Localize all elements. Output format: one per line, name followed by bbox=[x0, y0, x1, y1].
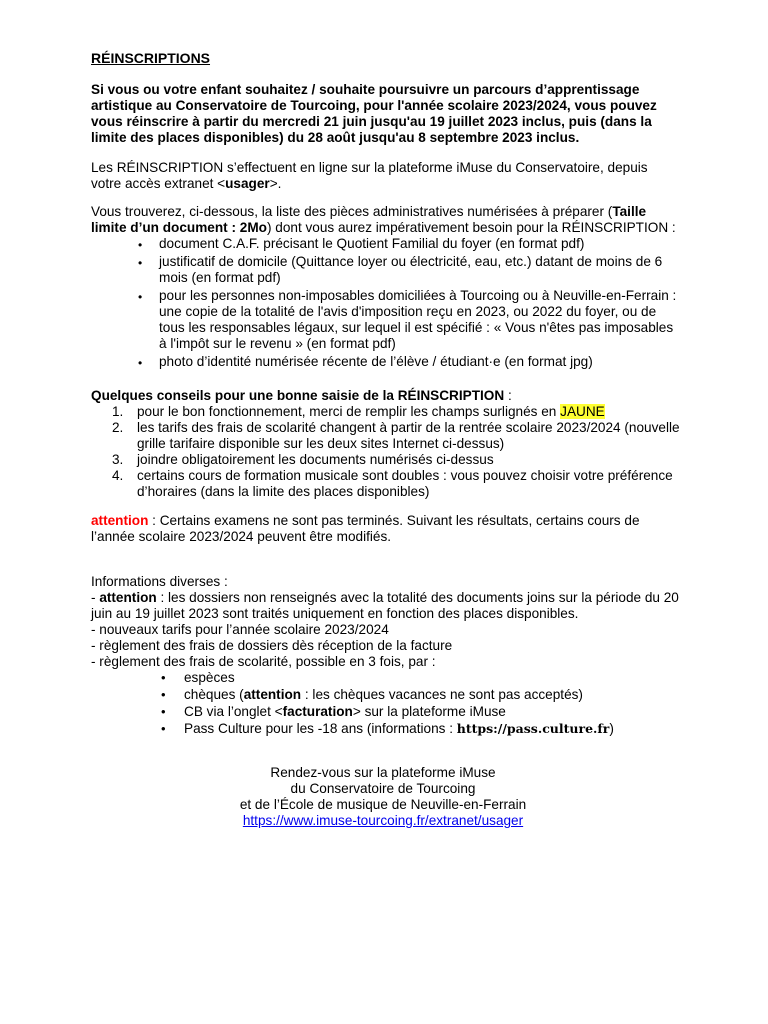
info-line: - règlement des frais de dossiers dès réception de la facture bbox=[91, 638, 453, 653]
documents-text-after: ) dont vous aurez impérativement besoin pour la RÉINSCRIPTION : bbox=[266, 220, 676, 235]
footer-line: et de l’École de musique de Neuville-en-Ferrain bbox=[239, 797, 527, 812]
item-number: 4. bbox=[112, 468, 124, 483]
usager-bold: usager bbox=[225, 176, 270, 191]
documents-section bbox=[91, 204, 681, 370]
tips-heading-suffix: : bbox=[504, 388, 512, 403]
attention-bold: attention bbox=[99, 590, 157, 605]
footer-section bbox=[91, 765, 675, 829]
info-line bbox=[91, 590, 681, 622]
page-title: RÉINSCRIPTIONS bbox=[91, 50, 211, 66]
pass-culture-url: https://pass.culture.fr bbox=[456, 721, 610, 736]
tip-text: pour le bon fonctionnement, merci de remplir les champs surlignés en bbox=[137, 404, 561, 419]
list-item: • photo d’identité numérisée récente de l’élève / étudiant·e (en format jpg) bbox=[91, 354, 681, 370]
footer-line: du Conservatoire de Tourcoing bbox=[290, 781, 476, 796]
tips-heading-text: Quelques conseils pour une bonne saisie de la RÉINSCRIPTION bbox=[91, 388, 505, 403]
documents-list bbox=[91, 236, 681, 370]
pay-text: : les chèques vacances ne sont pas acceptés) bbox=[301, 687, 583, 702]
list-item bbox=[91, 687, 681, 703]
tips-section bbox=[91, 388, 681, 500]
list-item bbox=[91, 420, 681, 452]
footer-line: Rendez-vous sur la plateforme iMuse bbox=[270, 765, 496, 780]
attention-paragraph bbox=[91, 513, 681, 545]
tips-heading bbox=[91, 388, 681, 404]
attention-label: attention bbox=[91, 513, 149, 528]
info-line-prefix: - bbox=[91, 590, 100, 605]
list-item: • pour les personnes non-imposables domiciliées à Tourcoing ou à Neuville-en-Ferrain : une copie de la totalité de l'avis d'imposition reçu en 2023, ou 2022 du foyer, ou de tous les responsables légaux, sur lequel il est spécifié : « Vous n'êtes pas imposables à l'impôt sur le revenu » (en format pdf) bbox=[91, 288, 681, 352]
list-item bbox=[91, 452, 681, 468]
tip-text: les tarifs des frais de scolarité changent à partir de la rentrée scolaire 2023/2024 (nouvelle grille tarifaire disponible sur les deux sites Internet ci-dessus) bbox=[137, 420, 680, 451]
pay-text: CB via l’onglet < bbox=[184, 704, 283, 719]
facturation-bold: facturation bbox=[282, 704, 353, 719]
list-item: • document C.A.F. précisant le Quotient Familial du foyer (en format pdf) bbox=[91, 236, 681, 252]
info-section bbox=[91, 574, 681, 737]
payment-list bbox=[91, 670, 681, 737]
pay-text: chèques ( bbox=[184, 687, 244, 702]
imuse-link[interactable]: https://www.imuse-tourcoing.fr/extranet/usager bbox=[242, 813, 524, 828]
size-limit-bold: Taille limite d’un document : 2Mo bbox=[91, 204, 647, 235]
yellow-highlight: JAUNE bbox=[560, 404, 605, 419]
info-heading: Informations diverses : bbox=[91, 574, 228, 589]
tip-text: joindre obligatoirement les documents numérisés ci-dessus bbox=[137, 452, 494, 467]
online-text-before: Les RÉINSCRIPTION s’effectuent en ligne sur la plateforme iMuse du Conservatoire, depuis votre accès extranet < bbox=[91, 160, 648, 191]
attention-text: : Certains examens ne sont pas terminés. Suivant les résultats, certains cours de l’année scolaire 2023/2024 peuvent être modifiés. bbox=[91, 513, 640, 544]
online-text-after: >. bbox=[269, 176, 282, 191]
attention-bold: attention bbox=[243, 687, 302, 702]
list-item bbox=[91, 468, 681, 500]
item-number: 3. bbox=[112, 452, 124, 467]
list-item bbox=[91, 721, 681, 737]
info-line: - nouveaux tarifs pour l’année scolaire 2023/2024 bbox=[91, 622, 389, 637]
online-registration-paragraph bbox=[91, 160, 681, 192]
pay-text: Pass Culture pour les -18 ans (informations : bbox=[184, 721, 457, 736]
documents-text-before: Vous trouverez, ci-dessous, la liste des pièces administratives numérisées à préparer ( bbox=[91, 204, 613, 219]
list-item bbox=[91, 704, 681, 720]
item-number: 2. bbox=[112, 420, 124, 435]
documents-paragraph bbox=[91, 204, 681, 236]
tips-list bbox=[91, 404, 681, 500]
pay-text: ) bbox=[609, 721, 614, 736]
intro-paragraph: Si vous ou votre enfant souhaitez / souhaite poursuivre un parcours d’apprentissage artistique au Conservatoire de Tourcoing, pour l'année scolaire 2023/2024, vous pouvez vous réinscrire à partir du mercredi 21 juin jusqu'au 19 juillet 2023 inclus, puis (dans la limite des places disponibles) du 28 août jusqu'au 8 septembre 2023 inclus. bbox=[91, 82, 657, 145]
list-item: • justificatif de domicile (Quittance loyer ou électricité, eau, etc.) datant de moins de 6 mois (en format pdf) bbox=[91, 254, 681, 286]
info-line-text: : les dossiers non renseignés avec la totalité des documents joins sur la période du 20 juin au 19 juillet 2023 sont traités uniquement en fonction des places disponibles. bbox=[91, 590, 679, 621]
list-item bbox=[91, 404, 681, 420]
info-line: - règlement des frais de scolarité, possible en 3 fois, par : bbox=[91, 654, 436, 669]
tip-text: certains cours de formation musicale sont doubles : vous pouvez choisir votre préférence d’horaires (dans la limite des places disponibles) bbox=[137, 468, 673, 499]
list-item: • espèces bbox=[91, 670, 681, 686]
pay-text: > sur la plateforme iMuse bbox=[352, 704, 506, 719]
item-number: 1. bbox=[112, 404, 124, 419]
